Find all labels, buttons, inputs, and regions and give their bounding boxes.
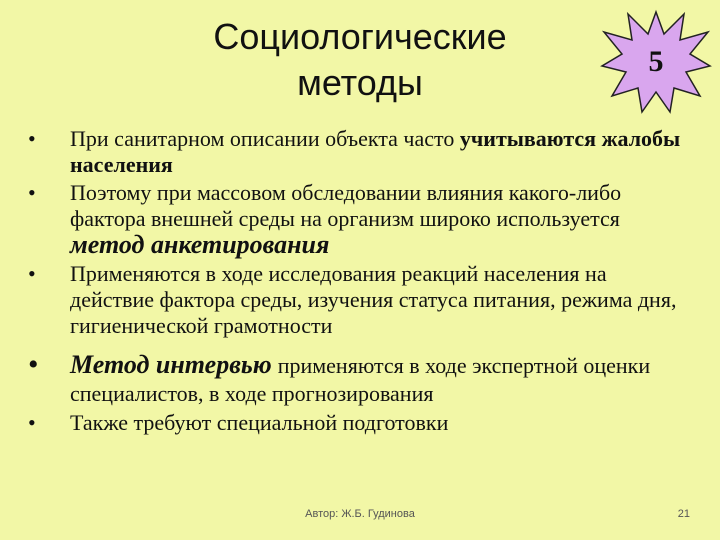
bullet-text: Применяются в ходе исследования реакций населения на действие фактора среды, изучения статуса питания, режима дня, гигиенической грамотности bbox=[70, 261, 677, 338]
bullet-dot: • bbox=[28, 348, 39, 381]
bullet-item bbox=[28, 180, 688, 259]
bullet-item bbox=[28, 410, 688, 436]
bullet-item bbox=[28, 348, 688, 408]
starburst-badge bbox=[600, 8, 712, 116]
bullet-item bbox=[28, 261, 688, 339]
slide-title bbox=[150, 14, 570, 106]
bullet-text: применяются в ходе экспертной оценки специалистов, в ходе прогнозирования bbox=[70, 353, 651, 406]
bullet-dot: • bbox=[28, 261, 36, 286]
bullet-list bbox=[28, 126, 688, 438]
bullet-dot: • bbox=[28, 180, 36, 205]
bullet-text-emphasis: Метод интервью bbox=[70, 350, 272, 379]
badge-number: 5 bbox=[648, 45, 664, 78]
page-number: 21 bbox=[677, 508, 690, 520]
bullet-text-emphasis: метод анкетирования bbox=[70, 230, 330, 259]
bullet-text: При санитарном описании объекта часто bbox=[70, 126, 455, 151]
title-line-2: методы bbox=[297, 62, 423, 103]
bullet-text: Поэтому при массовом обследовании влияния какого-либо фактора внешней среды на организм широко используется bbox=[70, 180, 622, 231]
bullet-text-bold: учитываются жалобы населения bbox=[70, 126, 681, 177]
bullet-item bbox=[28, 126, 688, 178]
bullet-dot: • bbox=[28, 410, 36, 435]
title-line-1: Социологические bbox=[213, 16, 507, 57]
bullet-dot: • bbox=[28, 126, 36, 151]
bullet-text: Также требуют специальной подготовки bbox=[70, 410, 449, 435]
footer-author: Автор: Ж.Б. Гудинова bbox=[305, 508, 415, 520]
